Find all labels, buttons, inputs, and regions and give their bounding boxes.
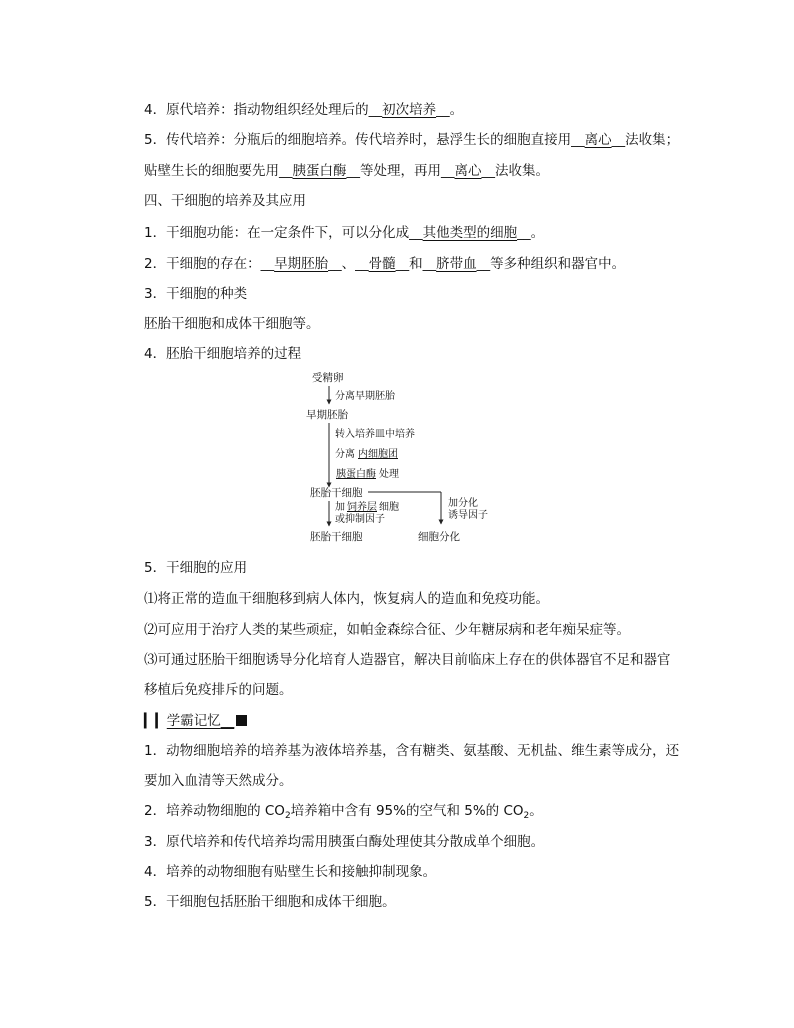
memory-item: 1．动物细胞培养的培养基为液体培养基，含有糖类、氨基酸、无机盐、维生素等成分，还 [144, 743, 680, 759]
memory-item: 5．干细胞包括胚胎干细胞和成体干细胞。 [144, 894, 396, 910]
culture-process-heading: 4．胚胎干细胞培养的过程 [144, 346, 302, 362]
node-cell-differentiation: 细胞分化 [418, 531, 460, 543]
stem-cell-function: 1．干细胞功能：在一定条件下，可以分化成__其他类型的细胞__。 [144, 225, 545, 241]
heading-bars-icon: ▎▎ [144, 713, 167, 729]
node-early-embryo: 早期胚胎 [306, 409, 348, 421]
blank-answer: 早期胚胎 [274, 256, 329, 272]
application-3-cont: 移植后免疫排斥的问题。 [144, 682, 293, 698]
blank-answer: 初次培养 [382, 102, 437, 118]
memory-title: 学霸记忆 [166, 713, 221, 729]
memory-item: 2．培养动物细胞的 $CO_2$培养箱中含有 95%的空气和 5%的 $CO_2$。 [144, 803, 543, 821]
edge-label-separate-icm: 分离 内细胞团 [335, 449, 398, 460]
application-1: ⑴将正常的造血干细胞移到病人体内，恢复病人的造血和免疫功能。 [144, 591, 549, 607]
memory-item: 要加入血清等天然成分。 [144, 773, 293, 789]
item-5-subculture: 5．传代培养：分瓶后的细胞培养。传代培养时，悬浮生长的细胞直接用__离心__法收集； [144, 132, 680, 148]
stem-cell-types-body: 胚胎干细胞和成体干细胞等。 [144, 316, 320, 332]
node-stem-cell-result: 胚胎干细胞 [310, 531, 363, 543]
section-title: 四、干细胞的培养及其应用 [144, 193, 306, 209]
blank-answer: 其他类型的细胞 [422, 225, 518, 241]
item-5-subculture-cont: 贴壁生长的细胞要先用__胰蛋白酶__等处理，再用__离心__法收集。 [144, 163, 549, 179]
edge-label-transfer-culture: 转入培养皿中培养 [335, 429, 415, 440]
edge-label-feeder-layer: 加 饲养层 细胞 [335, 502, 399, 513]
blank-answer: 离心 [454, 163, 482, 179]
edge-label-inhibitor: 或抑制因子 [335, 514, 385, 525]
blank-answer: 胰蛋白酶 [292, 163, 347, 179]
node-fertilized-egg: 受精卵 [312, 372, 344, 384]
blank-answer: 脐带血 [436, 256, 477, 272]
blank-answer: 离心 [584, 132, 612, 148]
edge-label-trypsin: 胰蛋白酶 处理 [336, 469, 399, 480]
memory-heading: ▎▎学霸记忆__ [144, 712, 247, 730]
blank-answer: 骨髓 [368, 256, 396, 272]
application-2: ⑵可应用于治疗人类的某些顽症，如帕金森综合征、少年糖尿病和老年痴呆症等。 [144, 622, 630, 638]
stem-cell-types-heading: 3．干细胞的种类 [144, 286, 248, 302]
item-4-primary-culture: 4．原代培养：指动物组织经处理后的__初次培养__。 [144, 102, 464, 118]
edge-label-induction-1: 加分化 [448, 498, 478, 509]
square-mark-icon [236, 715, 247, 726]
stem-cell-location: 2．干细胞的存在：__早期胚胎__、__骨髓__和__脐带血__等多种组织和器官中。 [144, 256, 626, 272]
memory-item: 4．培养的动物细胞有贴壁生长和接触抑制现象。 [144, 864, 437, 880]
edge-label-separate-embryo: 分离早期胚胎 [335, 391, 395, 402]
stem-cell-application-heading: 5．干细胞的应用 [144, 560, 248, 576]
application-3: ⑶可通过胚胎干细胞诱导分化培育人造器官，解决目前临床上存在的供体器官不足和器官 [144, 652, 671, 668]
memory-item: 3．原代培养和传代培养均需用胰蛋白酶处理使其分散成单个细胞。 [144, 834, 545, 850]
node-embryonic-stem-cell: 胚胎干细胞 [310, 487, 363, 499]
edge-label-induction-2: 诱导因子 [448, 510, 488, 521]
